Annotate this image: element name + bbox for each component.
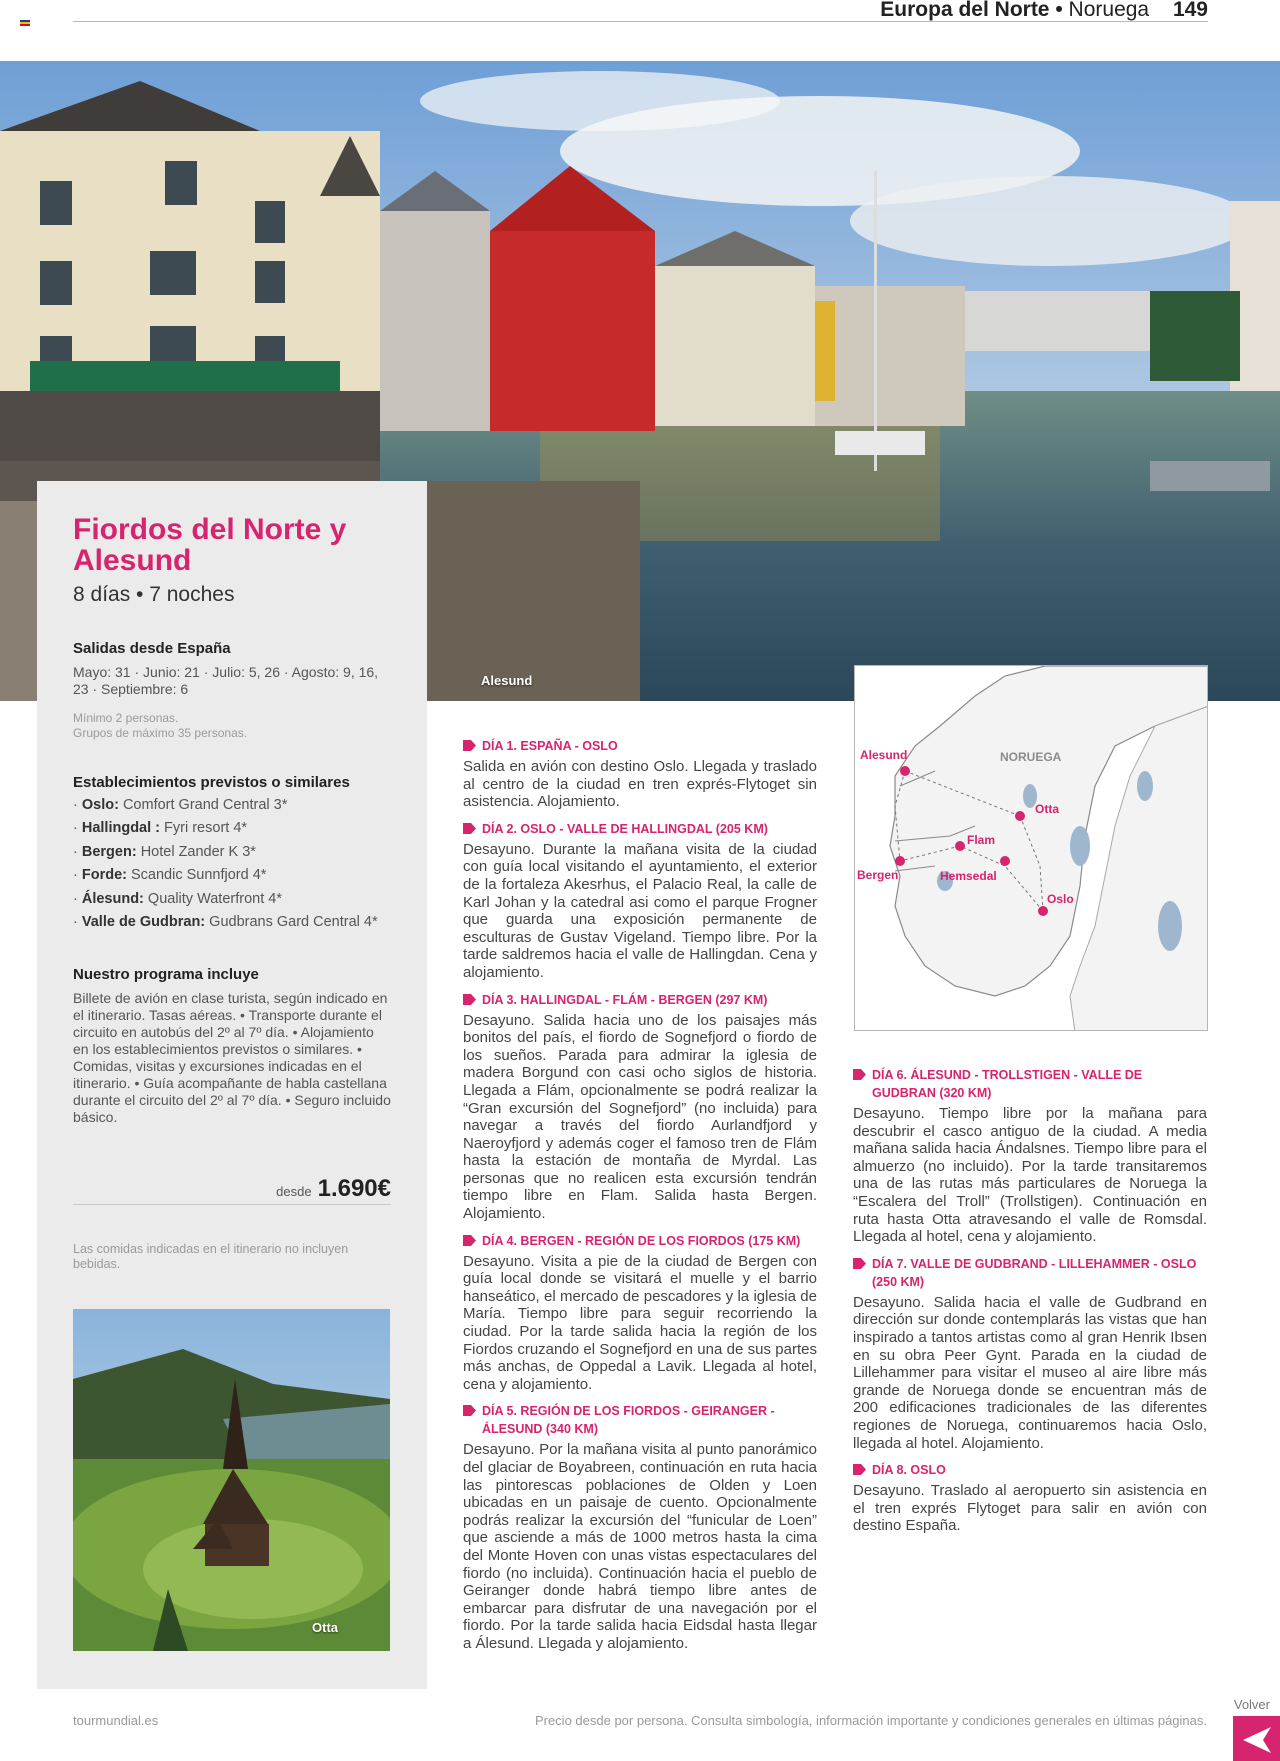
arrow-bullet-icon xyxy=(463,994,476,1005)
day-heading: DÍA 7. VALLE DE GUDBRAND - LILLEHAMMER - OSLO (250 KM) xyxy=(853,1255,1207,1291)
arrow-bullet-icon xyxy=(463,1405,476,1416)
otta-caption: Otta xyxy=(312,1620,338,1635)
day-heading: DÍA 2. OSLO - VALLE DE HALLINGDAL (205 KM) xyxy=(463,820,817,838)
arrow-bullet-icon xyxy=(853,1258,866,1269)
arrow-bullet-icon xyxy=(853,1464,866,1475)
price-from-label: desde xyxy=(276,1184,312,1199)
hotel-item: · Oslo: Comfort Grand Central 3* xyxy=(73,797,288,813)
arrow-bullet-icon xyxy=(853,1069,866,1080)
back-button[interactable] xyxy=(1233,1716,1280,1761)
language-flag-icon xyxy=(20,20,30,26)
footer-site-link[interactable]: tourmundial.es xyxy=(73,1713,159,1728)
day-heading: DÍA 1. ESPAÑA - OSLO xyxy=(463,737,817,755)
day-text: Desayuno. Salida hacia el valle de Gudbrand en dirección sur donde contemplarás las vistas que han inspirado a tantos artistas como al gran Henrik Ibsen en su obra Peer Gynt. Parada en la ciudad de Lillehammer para visitar el museo al aire libre más grande de Noruega donde se encuentran más de 200 edificaciones tradicionales de las diferentes regiones de Noruega, continuaremos hacia Oslo, llegada al hotel. Alojamiento. xyxy=(853,1293,1207,1452)
departures-heading: Salidas desde España xyxy=(73,640,231,657)
map-label-otta: Otta xyxy=(1035,802,1059,816)
map-label-flam: Flam xyxy=(967,833,996,847)
price-divider xyxy=(73,1204,391,1205)
hotel-item: · Hallingdal : Fyri resort 4* xyxy=(73,820,248,837)
map-label-hemsedal: Hemsedal xyxy=(940,869,997,883)
includes-text: Billete de avión en clase turista, según indicado en el itinerario. Tasas aéreas. • Transporte durante el circuito en autobús del 2º al 7º día. • Alojamiento en los establecimientos previstos o similares. • Comidas, visitas y excursiones indicadas en el itinerario. • Guía acompañante de habla castellana durante el circuito del 2º al 7º día. • Seguro incluido básico. xyxy=(73,990,391,1125)
price-row xyxy=(73,1175,391,1205)
day-text: Desayuno. Traslado al aeropuerto sin asistencia en el tren exprés Flytoget para salir en avión con destino España. xyxy=(853,1482,1207,1535)
itinerary-column-1 xyxy=(463,737,817,1662)
price-amount: 1.690€ xyxy=(317,1175,391,1202)
header-country: Noruega xyxy=(1068,0,1150,21)
back-label[interactable]: Volver xyxy=(1233,1697,1270,1712)
hotel-item: · Bergen: Hotel Zander K 3* xyxy=(73,843,256,860)
trip-title: Fiordos del Norte y Alesund xyxy=(73,513,347,577)
hero-caption: Alesund xyxy=(481,673,533,688)
hotels-heading: Establecimientos previstos o similares xyxy=(73,774,350,791)
trip-duration: 8 días • 7 noches xyxy=(73,583,235,606)
page-header xyxy=(880,0,1208,22)
map-label-alesund: Alesund xyxy=(860,748,908,762)
day-heading: DÍA 8. OSLO xyxy=(853,1461,1207,1479)
minimum-people-note: Mínimo 2 personas. xyxy=(73,711,179,725)
arrow-bullet-icon xyxy=(463,740,476,751)
arrow-bullet-icon xyxy=(463,823,476,834)
footer-note: Precio desde por persona. Consulta simbología, información importante y condiciones generales en últimas páginas. xyxy=(534,1713,1207,1728)
itinerary-column-2 xyxy=(853,1066,1207,1544)
day-text: Desayuno. Por la mañana visita al punto panorámico del glaciar de Boyabreen, continuación en ruta hacia las pintorescas poblaciones de Olden y Loen ubicadas en un paisaje de cuento. Opcionalmente podrás realizar la excursión del “funicular de Loen” que asciende a más de 1000 metros hasta la cima del Monte Hoven con unas vistas espectaculares del fiordo (no incluida). Continuación hacia el pueblo de Geiranger donde habrá tiempo libre antes de embarcar para disfrutar de una navegación por el fiordo. Por la tarde salida hacia Eidsdal hasta llegar a Álesund. Llegada y alojamiento. xyxy=(463,1441,817,1652)
hotel-item: · Álesund: Quality Waterfront 4* xyxy=(73,890,282,907)
arrow-bullet-icon xyxy=(463,1235,476,1246)
maximum-group-note: Grupos de máximo 35 personas. xyxy=(73,726,248,740)
hotels-list xyxy=(73,797,403,937)
day-text: Desayuno. Durante la mañana visita de la ciudad con guía local visitando el ayuntamiento, el exterior de la fortaleza Akesrhus, el Palacio Real, la calle de Karl Johan y la catedral asi como el parque Frogner que guarda una exposición permanente de esculturas de Gustav Vigeland. Tiempo libre. Por la tarde saldremos hacia el valle de Hallingdan. Cena y alojamiento. xyxy=(463,840,817,981)
route-map xyxy=(854,665,1208,1031)
day-text: Desayuno. Visita a pie de la ciudad de Bergen con guía local donde se visitará el muelle y el barrio hanseático, el mercado de pescadores y la iglesia de María. Tiempo libre para seguir recorriendo la ciudad. Por la tarde salida hacia la región de los Fiordos cruzando el Sognefjord en una de sus partes más anchas, de Oppedal a Lavik. Llegada al hotel, cena y alojamiento. xyxy=(463,1252,817,1393)
map-label-oslo: Oslo xyxy=(1047,892,1074,906)
hotel-item: · Valle de Gudbran: Gudbrans Gard Central 4* xyxy=(73,913,378,930)
day-text: Salida en avión con destino Oslo. Llegada y traslado al centro de la ciudad en tren exprés-Flytoget sin asistencia. Alojamiento. xyxy=(463,758,817,811)
departures-dates: Mayo: 31 · Junio: 21 · Julio: 5, 26 · Agosto: 9, 16, 23 · Septiembre: 6 xyxy=(73,664,379,697)
header-region: Europa del Norte xyxy=(880,0,1050,21)
meals-note: Las comidas indicadas en el itinerario no incluyen bebidas. xyxy=(73,1242,349,1271)
day-heading: DÍA 4. BERGEN - REGIÓN DE LOS FIORDOS (175 KM) xyxy=(463,1232,817,1250)
hotel-item: · Forde: Scandic Sunnfjord 4* xyxy=(73,867,267,884)
day-text: Desayuno. Salida hacia uno de los paisajes más bonitos del país, el fiordo de Sognefjord o fiordo de los sueños. Parada para admirar la iglesia de madera Borgund con casi ocho siglos de historia. Llegada a Flám, opcionalmente se podrá realizar la “Gran excursión del Sognefjord” (no incluida) para navegar a través del fiordo Aurlandfjord y Naeroyfjord y además coger el famoso tren de Flám hasta la estación de montaña de Myrdal. Las personas que no realicen esta excursión tendrán tiempo libre en Flam. Salida hasta Bergen. Alojamiento. xyxy=(463,1011,817,1223)
includes-heading: Nuestro programa incluye xyxy=(73,966,259,983)
map-label-bergen: Bergen xyxy=(857,868,899,882)
otta-photo xyxy=(73,1309,390,1651)
map-country-label: NORUEGA xyxy=(1000,750,1062,764)
day-text: Desayuno. Tiempo libre por la mañana para descubrir el casco antiguo de la ciudad. A media mañana salida hacia Ándalsnes. Tiempo libre para el almuerzo (no incluido). Por la tarde transitaremos una de las rutas más particulares de Noruega la “Escalera del Troll” (Trollstigen). Continuación en ruta hasta Otta atravesando el valle de Romsdal. Llegada al hotel, cena y alojamiento. xyxy=(853,1105,1207,1246)
page-number: 149 xyxy=(1172,0,1208,21)
day-heading: DÍA 6. ÁLESUND - TROLLSTIGEN - VALLE DE GUDBRAN (320 KM) xyxy=(853,1066,1207,1102)
day-heading: DÍA 3. HALLINGDAL - FLÁM - BERGEN (297 KM) xyxy=(463,991,817,1009)
day-heading: DÍA 5. REGIÓN DE LOS FIORDOS - GEIRANGER - ÁLESUND (340 KM) xyxy=(463,1402,817,1438)
back-arrow-icon xyxy=(1233,1716,1280,1761)
header-separator: • xyxy=(1055,0,1063,21)
